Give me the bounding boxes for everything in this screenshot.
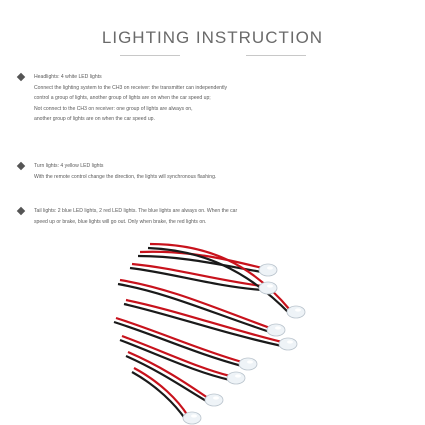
headlights-line: Not connect to the CH3 on receiver: one group of lights are always on, xyxy=(34,105,193,112)
title-rule-left xyxy=(120,55,180,56)
title-rule-right xyxy=(246,55,306,56)
led-bulb-icon xyxy=(267,324,285,336)
turn-lights-line: With the remote control change the direction, the lights will synchronous flashing. xyxy=(34,173,217,180)
headlights-heading: Headlights: 4 white LED lights xyxy=(34,74,102,80)
led-wires-photo xyxy=(0,240,425,425)
diamond-bullet-icon xyxy=(17,73,25,81)
led-bulb-icon xyxy=(239,358,257,370)
led-bulb-icon xyxy=(287,306,305,318)
turn-lights-heading: Turn lights: 4 yellow LED lights xyxy=(34,163,104,169)
headlights-line: Connect the lighting system to the CH3 on receiver: the transmitter can independently xyxy=(34,84,228,91)
led-bulb-icon xyxy=(183,412,201,424)
diamond-bullet-icon xyxy=(17,207,25,215)
wire xyxy=(140,252,262,268)
page-title: LIGHTING INSTRUCTION xyxy=(101,28,324,47)
led-bulb-icon xyxy=(259,282,277,294)
diamond-bullet-icon xyxy=(17,162,25,170)
wire xyxy=(150,244,290,310)
tail-lights-line: speed up or brake, blue lights will go out. Only when brake, the red lights on. xyxy=(34,218,207,225)
headlights-line: control a group of lights, another group of lights are on when the car speed up; xyxy=(34,95,211,102)
wire xyxy=(124,304,282,346)
led-bulb-icon xyxy=(259,264,277,276)
led-bulb-icon xyxy=(227,372,245,384)
led-bulb-icon xyxy=(205,394,223,406)
tail-lights-line: Tail lights: 2 blue LED lights, 2 red LED lights. The blue lights are always on. When the car xyxy=(34,208,238,214)
wire xyxy=(126,356,208,402)
led-bulb-icon xyxy=(279,338,297,350)
wire xyxy=(126,300,282,342)
headlights-line: another group of lights are on when the car speed up. xyxy=(34,116,155,123)
